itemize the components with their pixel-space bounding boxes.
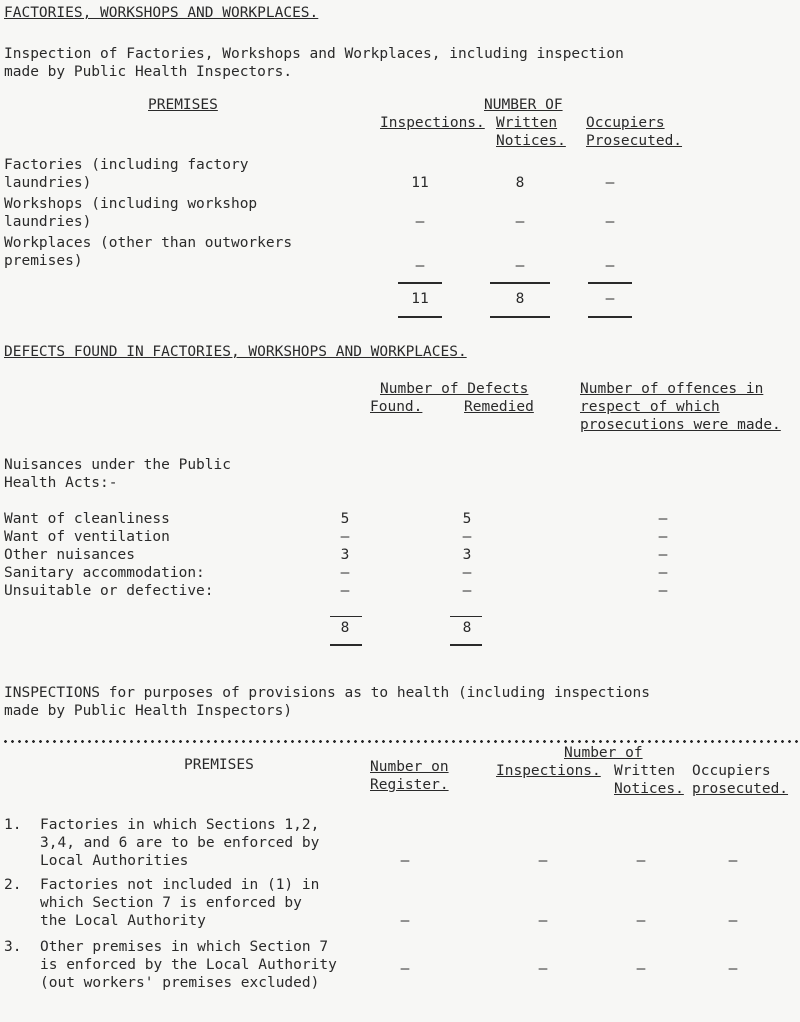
defects-total-remedied: 8: [462, 620, 472, 636]
defects-total-rule: [330, 644, 362, 646]
premises-header: PREMISES: [148, 97, 218, 113]
defect-row-found: –: [340, 529, 350, 545]
col-occupiers-header-2: Occupiers: [692, 763, 771, 779]
total-written: 8: [515, 291, 525, 307]
premises-row-occupiers: –: [605, 175, 615, 191]
defects-total-rule: [450, 644, 482, 646]
total-rule: [490, 282, 550, 284]
premises-row-label: premises): [4, 253, 83, 269]
nuisances-heading: Health Acts:-: [4, 475, 118, 491]
inspection-row-number: 2.: [4, 877, 22, 893]
col-register-header: Number on: [370, 759, 449, 775]
inspection-row-label: Other premises in which Section 7: [40, 939, 329, 955]
dotted-divider: [2, 740, 798, 743]
premises-row-written: –: [515, 214, 525, 230]
total-occupiers: –: [605, 291, 615, 307]
inspection-row-written: –: [636, 961, 646, 977]
col-register-header: Register.: [370, 777, 449, 793]
defect-row-offences: –: [658, 547, 668, 563]
offences-header: Number of offences in: [580, 381, 764, 397]
offences-header: prosecutions were made.: [580, 417, 781, 433]
col-occupiers-header: Occupiers: [586, 115, 665, 131]
inspection-row-register: –: [400, 853, 410, 869]
defect-row-label: Want of ventilation: [4, 529, 170, 545]
total-rule: [398, 282, 442, 284]
defect-row-remedied: 5: [462, 511, 472, 527]
col-written-header-2: Notices.: [496, 133, 566, 149]
inspection-row-occupiers: –: [728, 853, 738, 869]
col-occupiers-header-2: Prosecuted.: [586, 133, 683, 149]
premises-row-label: laundries): [4, 214, 92, 230]
inspection-row-written: –: [636, 853, 646, 869]
total-rule: [588, 282, 632, 284]
col-written-header: Written: [496, 115, 558, 131]
premises-header-2: PREMISES: [184, 757, 254, 773]
intro-line-1: Inspection of Factories, Workshops and Workplaces, including inspection: [4, 46, 624, 62]
premises-row-label: laundries): [4, 175, 92, 191]
total-rule: [588, 316, 632, 318]
inspection-row-label: Factories not included in (1) in: [40, 877, 320, 893]
inspection-row-occupiers: –: [728, 913, 738, 929]
page-title: FACTORIES, WORKSHOPS AND WORKPLACES.: [4, 5, 319, 21]
inspection-row-number: 1.: [4, 817, 22, 833]
defect-row-offences: –: [658, 565, 668, 581]
col-written-header-2b: Notices.: [614, 781, 684, 797]
defect-row-found: –: [340, 583, 350, 599]
total-inspections: 11: [411, 291, 429, 307]
inspections-intro-line-2: made by Public Health Inspectors): [4, 703, 293, 719]
premises-row-inspections: 11: [411, 175, 429, 191]
defect-row-found: 5: [340, 511, 350, 527]
inspection-row-label: the Local Authority: [40, 913, 206, 929]
offences-header: respect of which: [580, 399, 720, 415]
col-remedied-header: Remedied: [464, 399, 534, 415]
col-inspections-header: Inspections.: [380, 115, 485, 131]
premises-row-written: –: [515, 258, 525, 274]
premises-row-label: Workplaces (other than outworkers: [4, 235, 293, 251]
nuisances-heading: Nuisances under the Public: [4, 457, 231, 473]
premises-row-written: 8: [515, 175, 525, 191]
defects-total-rule: [330, 616, 362, 617]
premises-row-inspections: –: [415, 258, 425, 274]
defects-total-found: 8: [340, 620, 350, 636]
defect-row-remedied: –: [462, 583, 472, 599]
inspection-row-label: which Section 7 is enforced by: [40, 895, 302, 911]
inspection-row-register: –: [400, 913, 410, 929]
col-written-header-2: Written: [614, 763, 676, 779]
inspection-row-register: –: [400, 961, 410, 977]
col-found-header: Found.: [370, 399, 423, 415]
total-rule: [490, 316, 550, 318]
defect-row-offences: –: [658, 529, 668, 545]
col-occupiers-header-2b: prosecuted.: [692, 781, 789, 797]
number-of-header: NUMBER OF: [484, 97, 563, 113]
inspection-row-inspections: –: [538, 853, 548, 869]
premises-row-occupiers: –: [605, 214, 615, 230]
defects-total-rule: [450, 616, 482, 617]
defect-row-label: Other nuisances: [4, 547, 135, 563]
inspection-row-written: –: [636, 913, 646, 929]
total-rule: [398, 316, 442, 318]
defect-row-label: Unsuitable or defective:: [4, 583, 214, 599]
premises-row-occupiers: –: [605, 258, 615, 274]
defects-title: DEFECTS FOUND IN FACTORIES, WORKSHOPS AND WORKPLACES.: [4, 344, 467, 360]
inspection-row-number: 3.: [4, 939, 22, 955]
premises-row-label: Workshops (including workshop: [4, 196, 258, 212]
inspection-row-label: Factories in which Sections 1,2,: [40, 817, 320, 833]
defect-row-offences: –: [658, 583, 668, 599]
inspection-row-label: (out workers' premises excluded): [40, 975, 320, 991]
inspection-row-label: Local Authorities: [40, 853, 189, 869]
number-of-header-2: Number of: [564, 745, 643, 761]
premises-row-inspections: –: [415, 214, 425, 230]
defect-row-label: Want of cleanliness: [4, 511, 170, 527]
inspection-row-label: 3,4, and 6 are to be enforced by: [40, 835, 320, 851]
defect-row-offences: –: [658, 511, 668, 527]
number-of-defects-header: Number of Defects: [380, 381, 529, 397]
defect-row-remedied: –: [462, 529, 472, 545]
inspection-row-occupiers: –: [728, 961, 738, 977]
inspection-row-inspections: –: [538, 961, 548, 977]
col-inspections-header-2: Inspections.: [496, 763, 601, 779]
defect-row-remedied: 3: [462, 547, 472, 563]
inspection-row-inspections: –: [538, 913, 548, 929]
intro-line-2: made by Public Health Inspectors.: [4, 64, 293, 80]
defect-row-found: –: [340, 565, 350, 581]
inspection-row-label: is enforced by the Local Authority: [40, 957, 337, 973]
defect-row-found: 3: [340, 547, 350, 563]
inspections-intro-line-1: INSPECTIONS for purposes of provisions as to health (including inspections: [4, 685, 651, 701]
defect-row-label: Sanitary accommodation:: [4, 565, 205, 581]
defect-row-remedied: –: [462, 565, 472, 581]
premises-row-label: Factories (including factory: [4, 157, 249, 173]
